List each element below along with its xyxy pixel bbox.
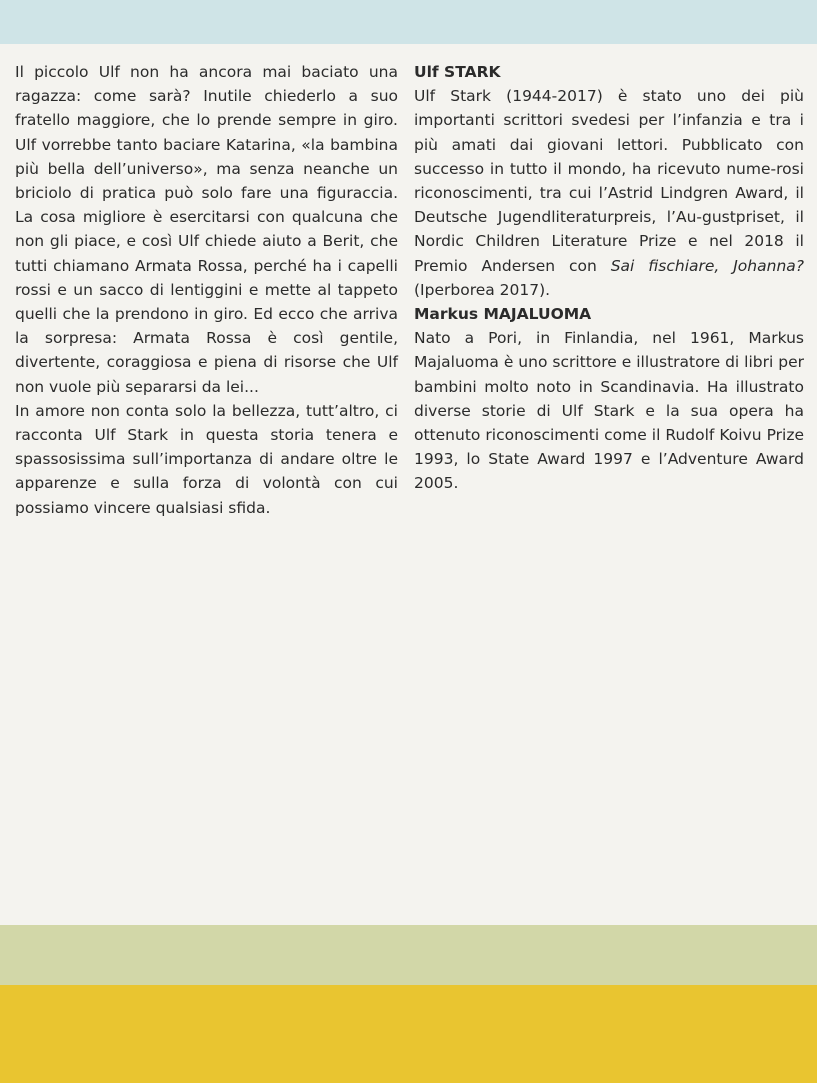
top-color-band: [0, 0, 817, 44]
synopsis-column: [15, 60, 398, 520]
author-bio-ulf-stark: [414, 84, 804, 302]
author-bio-markus-majaluoma: Nato a Pori, in Finlandia, nel 1961, Markus Majaluoma è uno scrittore e illustratore di libri per bambini molto noto in Scandinavia. Ha illustrato diverse storie di Ulf Stark e la sua opera ha ottenuto riconoscimenti come il Rudolf Koivu Prize 1993, lo State Award 1997 e l’Adventure Award 2005.: [414, 329, 804, 493]
author-name-ulf-stark: Ulf STARK: [414, 63, 501, 81]
green-color-band: [0, 925, 817, 985]
yellow-color-band: [0, 985, 817, 1083]
author-bio-text-end: (Iperborea 2017).: [414, 280, 551, 299]
authors-column: [414, 60, 804, 496]
author-name-markus-majaluoma: Markus MAJALUOMA: [414, 305, 592, 324]
author-bio-text: Ulf Stark (1944-2017) è stato uno dei più importanti scrittori svedesi per l’infanzia e tra i più amati dai giovani lettori. Pubblicato con successo in tutto il mondo, ha ricevuto nume-rosi riconoscimenti, tra cui l’Astrid Lindgren Award, il Deutsche Jugendliteraturpreis, l’Au-gustpriset, il Nordic Children Literature Prize e nel 2018 il Premio Andersen con: [414, 87, 804, 275]
synopsis-paragraph-1: Il piccolo Ulf non ha ancora mai baciato una ragazza: come sarà? Inutile chiederlo a suo fratello maggiore, che lo prende sempre in giro. Ulf vorrebbe tanto baciare Katarina, «la bambina più bella dell’universo», ma senza neanche un briciolo di pratica può solo fare una figuraccia. La cosa migliore è esercitarsi con qualcuna che non gli piace, e così Ulf chiede aiuto a Berit, che tutti chiamano Armata Rossa, perché ha i capelli rossi e un sacco di lentiggini e mette al tappeto quelli che la prendono in giro. Ed ecco che arriva la sorpresa: Armata Rossa è così gentile, divertente, coraggiosa e piena di risorse che Ulf non vuole più separarsi da lei...: [15, 63, 398, 396]
synopsis-paragraph-2: In amore non conta solo la bellezza, tutt’altro, ci racconta Ulf Stark in questa storia tenera e spassosissima sull’importanza di andare oltre le apparenze e sulla forza di volontà con cui possiamo vincere qualsiasi sfida.: [15, 401, 398, 517]
book-title: Sai fischiare, Johanna?: [610, 256, 804, 275]
